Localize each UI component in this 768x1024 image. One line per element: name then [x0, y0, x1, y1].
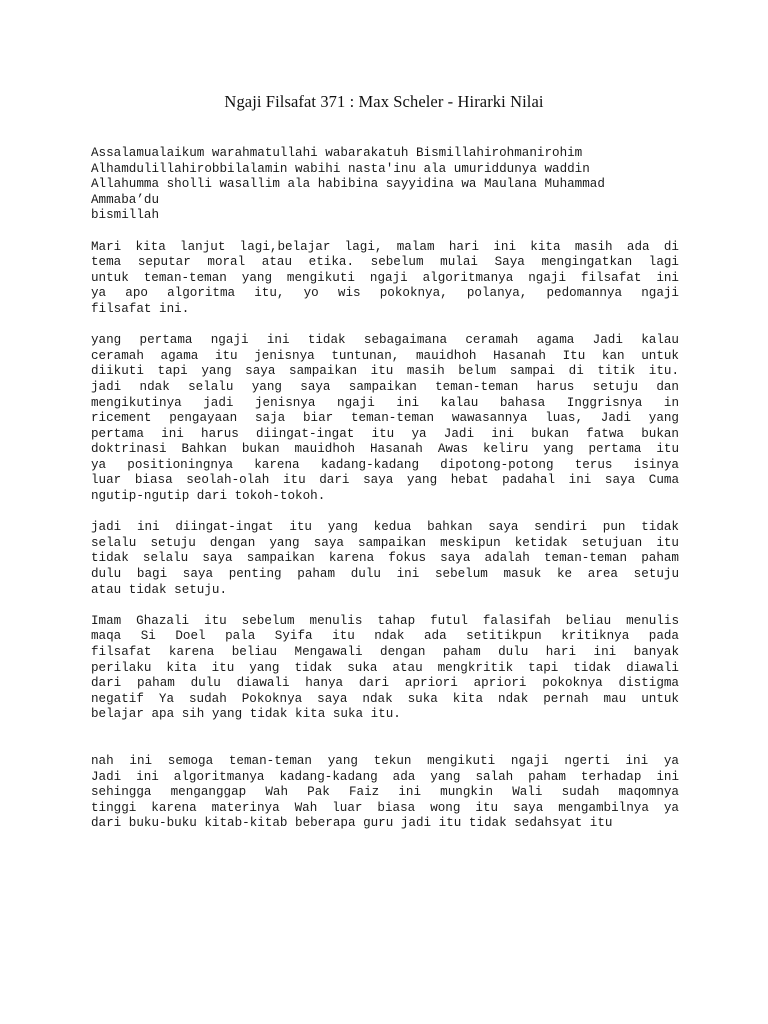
- text-line: yang pertama ngaji ini tidak sebagaimana ceramah agama Jadi kalau: [91, 333, 679, 348]
- text-line: sehingga menganggap Wah Pak Faiz ini mungkin Wali sudah maqomnya: [91, 785, 679, 800]
- text-line: ricement pengayaan saja biar teman-teman wawasannya luas, Jadi yang: [91, 411, 679, 426]
- text-line: pertama ini harus diingat-ingat itu ya Jadi ini bukan fatwa bukan: [91, 426, 679, 441]
- text-line: luar biasa seolah-olah itu dari saya yang hebat padahal ini saya Cuma: [91, 473, 679, 488]
- text-line: Allahumma sholli wasallim ala habibina sayyidina wa Maulana Muhammad: [91, 177, 605, 192]
- text-line: Mari kita lanjut lagi,belajar lagi, malam hari ini kita masih ada di: [91, 239, 679, 254]
- text-line: tidak selalu saya sampaikan karena fokus saya adalah teman-teman paham: [91, 551, 679, 566]
- text-line: dulu bagi saya penting paham dulu ini sebelum masuk ke area setuju: [91, 567, 679, 582]
- text-line: ya positioningnya karena kadang-kadang dipotong-potong terus isinya: [91, 457, 679, 472]
- text-line: mengikutinya jadi jenisnya ngaji ini kalau bahasa Inggrisnya in: [91, 395, 679, 410]
- paragraph: [91, 520, 679, 598]
- text-line: doktrinasi Bahkan bukan mauidhoh Hasanah Awas keliru yang pertama itu: [91, 442, 679, 457]
- text-line: maqa Si Doel pala Syifa itu ndak ada setitikpun kritiknya pada: [91, 629, 679, 644]
- text-line: filsafat karena beliau Mengawali dengan paham dulu hari ini banyak: [91, 645, 679, 659]
- text-line: Alhamdulillahirobbilalamin wabihi nasta'inu ala umuriddunya waddin: [91, 161, 590, 176]
- text-line: belajar apa sih yang tidak kita suka itu.: [91, 707, 401, 722]
- text-line: untuk teman-teman yang mengikuti ngaji algoritmanya ngaji filsafat ini: [91, 270, 679, 285]
- text-line: Assalamualaikum warahmatullahi wabarakatuh Bismillahirohmanirohim: [91, 146, 583, 160]
- text-line: selalu setuju dengan yang saya sampaikan meskipun ketidak setujuan itu: [91, 535, 679, 550]
- text-line: Imam Ghazali itu sebelum menulis tahap futul falasifah beliau menulis: [91, 613, 679, 628]
- paragraph-greeting: [91, 146, 679, 224]
- document-title: Ngaji Filsafat 371 : Max Scheler - Hirarki Nilai: [224, 92, 544, 111]
- document-body: [91, 146, 679, 848]
- text-line: jadi ini diingat-ingat itu yang kedua bahkan saya sendiri pun tidak: [91, 520, 679, 535]
- paragraph: [91, 754, 679, 832]
- text-line: ceramah agama itu jenisnya tuntunan, mauidhoh Hasanah Itu kan untuk: [91, 348, 679, 363]
- text-line: negatif Ya sudah Pokoknya saya ndak suka kita ndak pernah mau untuk: [91, 691, 679, 706]
- text-line: nah ini semoga teman-teman yang tekun mengikuti ngaji ngerti ini ya: [91, 753, 679, 768]
- text-line: Ammaba’du: [91, 192, 160, 207]
- paragraph: [91, 333, 679, 505]
- text-line: tema seputar moral atau etika. sebelum mulai Saya mengingatkan lagi: [91, 255, 679, 270]
- text-line: dari paham dulu diawali hanya dari apriori apriori pokoknya distigma: [91, 676, 679, 691]
- text-line: ya apo algoritma itu, yo wis pokoknya, polanya, pedomannya ngaji: [91, 286, 679, 301]
- text-line: Jadi ini algoritmanya kadang-kadang ada yang salah paham terhadap ini: [91, 769, 679, 784]
- text-line: ngutip-ngutip dari tokoh-tokoh.: [91, 489, 326, 504]
- text-line: dari buku-buku kitab-kitab beberapa guru jadi itu tidak sedahsyat itu: [91, 816, 613, 831]
- text-line: perilaku kita itu yang tidak suka atau mengkritik tapi tidak diawali: [91, 660, 679, 675]
- text-line: jadi ndak selalu yang saya sampaikan teman-teman harus setuju dan: [91, 379, 679, 394]
- text-line: diikuti tapi yang saya sampaikan itu masih belum sampai di titik itu.: [91, 364, 679, 379]
- text-line: bismillah: [91, 208, 160, 223]
- text-line: atau tidak setuju.: [91, 582, 228, 597]
- text-line: filsafat ini.: [91, 301, 190, 316]
- text-line: tinggi karena materinya Wah luar biasa wong itu saya mengambilnya ya: [91, 800, 679, 815]
- paragraph: [91, 614, 679, 723]
- paragraph: [91, 240, 679, 318]
